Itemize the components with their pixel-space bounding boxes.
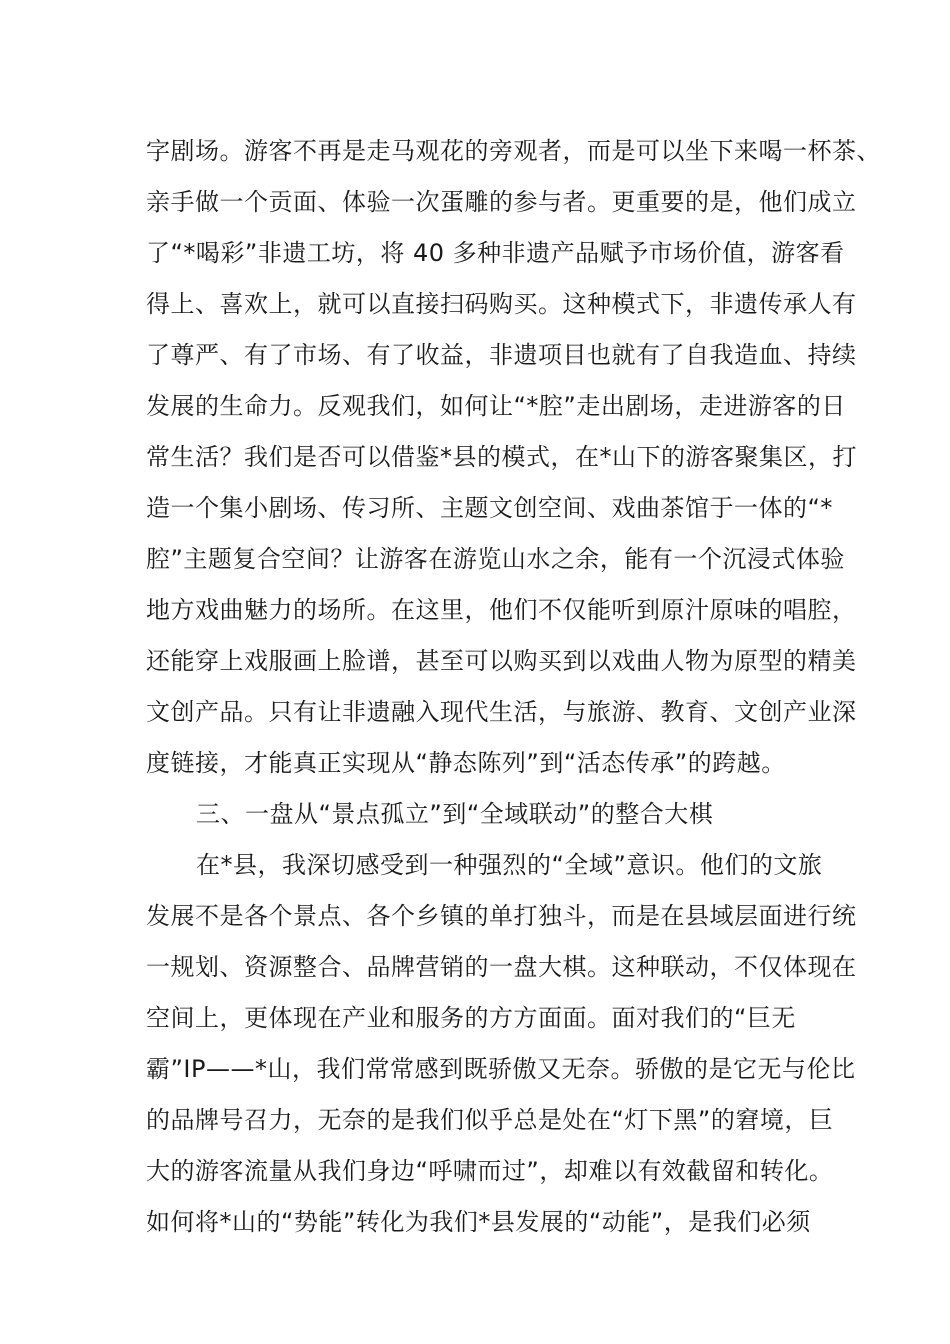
- paragraph-line: 了尊严、有了市场、有了收益，非遗项目也就有了自我造血、持续: [146, 341, 857, 369]
- paragraph-line: 造一个集小剧场、传习所、主题文创空间、戏曲茶馆于一体的“*: [146, 494, 833, 522]
- paragraph-line: 空间上，更体现在产业和服务的方方面面。面对我们的“巨无: [146, 1004, 796, 1032]
- paragraph-line: 地方戏曲魅力的场所。在这里，他们不仅能听到原汁原味的唱腔，: [146, 596, 857, 624]
- section-heading: 三、一盘从“景点孤立”到“全域联动”的整合大棋: [196, 800, 714, 828]
- paragraph-line: 还能穿上戏服画上脸谱，甚至可以购买到以戏曲人物为原型的精美: [146, 647, 857, 675]
- paragraph-line: 腔”主题复合空间？让游客在游览山水之余，能有一个沉浸式体验: [146, 545, 845, 573]
- paragraph-line: 字剧场。游客不再是走马观花的旁观者，而是可以坐下来喝一杯茶、: [146, 137, 881, 165]
- paragraph-line: 大的游客流量从我们身边“呼啸而过”，却难以有效截留和转化。: [146, 1157, 834, 1185]
- paragraph-line: 得上、喜欢上，就可以直接扫码购买。这种模式下，非遗传承人有: [146, 290, 857, 318]
- paragraph-line: 度链接，才能真正实现从“静态陈列”到“活态传承”的跨越。: [146, 749, 786, 777]
- paragraph-line: 如何将*山的“势能”转化为我们*县发展的“动能”，是我们必须: [146, 1208, 811, 1236]
- paragraph-line: 文创产品。只有让非遗融入现代生活，与旅游、教育、文创产业深: [146, 698, 857, 726]
- paragraph-line: 亲手做一个贡面、体验一次蛋雕的参与者。更重要的是，他们成立: [146, 188, 857, 216]
- paragraph-line: 的品牌号召力，无奈的是我们似乎总是处在“灯下黑”的窘境，巨: [146, 1106, 834, 1134]
- paragraph-line: 常生活？我们是否可以借鉴*县的模式，在*山下的游客聚集区，打: [146, 443, 857, 471]
- paragraph-line: 霸”IP——*山，我们常常感到既骄傲又无奈。骄傲的是它无与伦比: [146, 1055, 856, 1083]
- paragraph-line: 发展不是各个景点、各个乡镇的单打独斗，而是在县域层面进行统: [146, 902, 857, 930]
- paragraph-line: 了“*喝彩”非遗工坊，将 40 多种非遗产品赋予市场价值，游客看: [146, 239, 845, 267]
- paragraph-line: 在*县，我深切感受到一种强烈的“全域”意识。他们的文旅: [196, 851, 823, 879]
- paragraph-line: 发展的生命力。反观我们，如何让“*腔”走出剧场，走进游客的日: [146, 392, 846, 420]
- paragraph-line: 一规划、资源整合、品牌营销的一盘大棋。这种联动，不仅体现在: [146, 953, 857, 981]
